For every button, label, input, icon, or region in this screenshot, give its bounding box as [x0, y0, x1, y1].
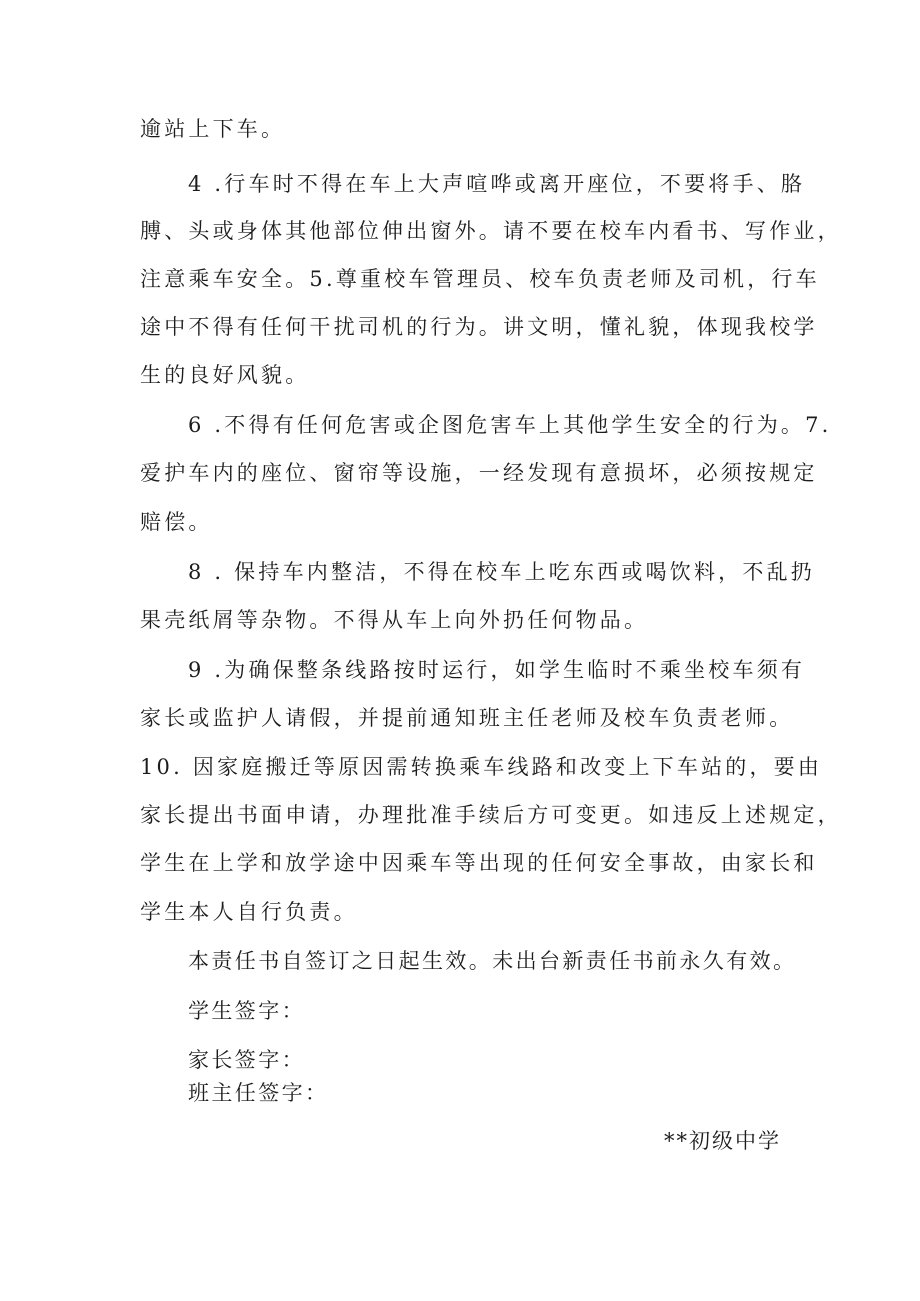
school-name: **初级中学: [664, 1129, 781, 1153]
text-line: 逾站上下车。: [140, 117, 286, 141]
parent-signature-label: 家长签字：: [188, 1048, 305, 1072]
text-line: 学生本人自行负责。: [140, 900, 358, 924]
text-line: 生的良好风貌。: [140, 363, 310, 387]
text-line: 注意乘车安全。5.尊重校车管理员、校车负责老师及司机，行车: [140, 267, 820, 291]
text-line: 6 .不得有任何危害或企图危害车上其他学生安全的行为。7.: [188, 413, 832, 437]
text-line: 膊、头或身体其他部位伸出窗外。请不要在校车内看书、写作业，: [140, 219, 842, 243]
text-line: 4 .行车时不得在车上大声喧哗或离开座位，不要将手、胳: [188, 172, 806, 196]
text-line: 9 .为确保整条线路按时运行，如学生临时不乘坐校车须有: [188, 658, 806, 682]
text-line: 途中不得有任何干扰司机的行为。讲文明，懂礼貌，体现我校学: [140, 315, 818, 339]
text-line: 学生在上学和放学途中因乘车等出现的任何安全事故，由家长和: [140, 851, 818, 875]
text-line: 8 . 保持车内整洁，不得在校车上吃东西或喝饮料，不乱扔: [188, 560, 815, 584]
text-line: 本责任书自签订之日起生效。未出台新责任书前永久有效。: [188, 949, 797, 973]
text-line: 家长提出书面申请，办理批准手续后方可变更。如违反上述规定，: [140, 803, 842, 827]
text-line: 爱护车内的座位、窗帘等设施，一经发现有意损坏，必须按规定: [140, 461, 818, 485]
text-line: 10. 因家庭搬迁等原因需转换乘车线路和改变上下车站的，要由: [140, 755, 823, 779]
text-line: 赔偿。: [140, 510, 213, 534]
student-signature-label: 学生签字：: [188, 999, 305, 1023]
teacher-signature-label: 班主任签字：: [188, 1081, 329, 1105]
text-line: 果壳纸屑等杂物。不得从车上向外扔任何物品。: [140, 608, 649, 632]
text-line: 家长或监护人请假，并提前通知班主任老师及校车负责老师。: [140, 706, 794, 730]
